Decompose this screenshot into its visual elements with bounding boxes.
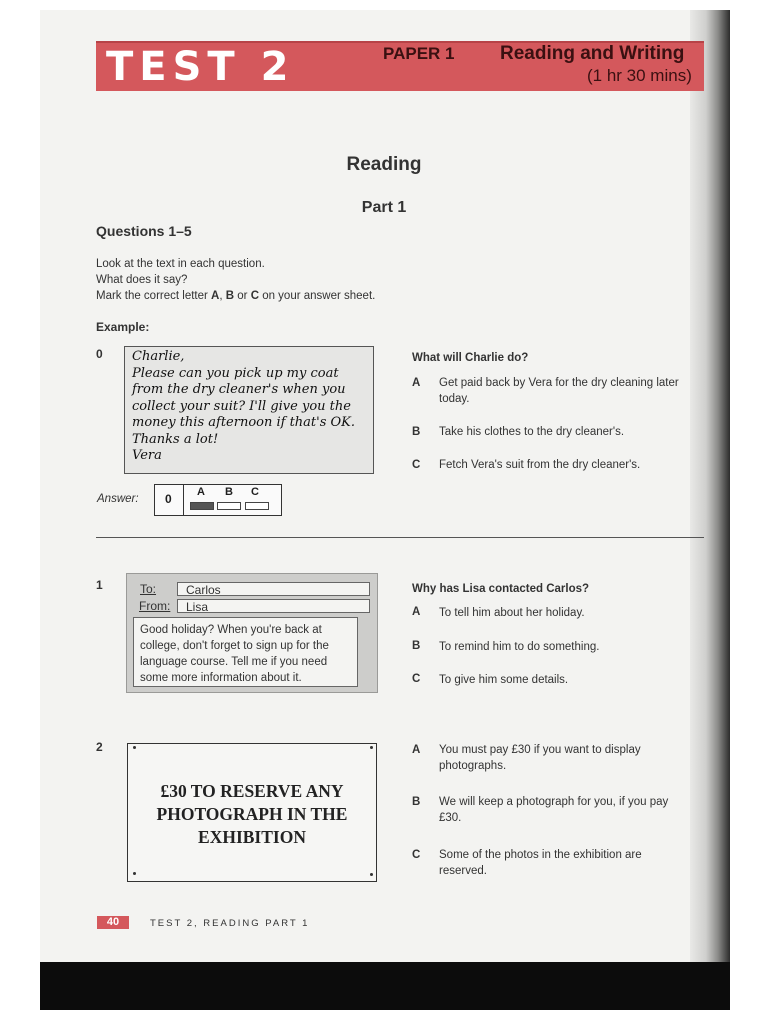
option-text: Some of the photos in the exhibition are reserved. (439, 849, 642, 877)
option-letter: C (412, 673, 421, 685)
option-letter: B (412, 426, 421, 438)
option-letter: C (412, 849, 421, 861)
scan-bottom-edge (40, 962, 730, 1010)
answer-label: Answer: (97, 493, 139, 505)
instruction-text: Mark the correct letter A, B or C on your answer sheet. (96, 290, 376, 302)
question-number: 2 (96, 740, 103, 754)
option-letter: C (412, 459, 421, 471)
divider (96, 537, 704, 538)
option-text: To give him some details. (439, 674, 569, 686)
email-to-label: To: (140, 582, 157, 596)
pin-dot (133, 746, 136, 749)
question-text: Why has Lisa contacted Carlos? (412, 583, 590, 595)
option-text: We will keep a photograph for you, if you pay £30. (439, 796, 669, 824)
instruction-line (96, 290, 375, 302)
option-text: To tell him about her holiday. (439, 607, 585, 619)
email-from-label: From: (139, 599, 171, 613)
sign-text: £30 TO RESERVE ANY PHOTOGRAPH IN THE EXHIBITION (156, 781, 348, 847)
instruction-line: What does it say? (96, 274, 188, 286)
pin-dot (370, 746, 373, 749)
subject-label: Reading and Writing (500, 43, 685, 64)
test-title: TEST 2 (106, 44, 295, 90)
option-letter: B (412, 640, 421, 652)
question-number: 1 (96, 578, 103, 592)
pin-dot (370, 873, 373, 876)
example-label: Example: (96, 320, 150, 334)
option-text: Get paid back by Vera for the dry cleaning later today. (439, 377, 679, 405)
answer-letter: B (225, 486, 233, 498)
answer-grid (154, 484, 282, 516)
email-to-field: Carlos (177, 582, 370, 596)
option-letter: B (412, 796, 421, 808)
answer-number: 0 (165, 492, 172, 506)
option-text: You must pay £30 if you want to display photographs. (439, 744, 641, 772)
email-body: Good holiday? When you're back at college, don't forget to sign up for the language course. Tell me if you need some more information about it. (133, 617, 358, 687)
note-text: Charlie, Please can you pick up my coat from the dry cleaner's when you collect your suit? I'll give you the money this afternoon if that's OK. Thanks a lot! Vera (132, 349, 356, 463)
option-letter: A (412, 606, 421, 618)
email-from-field: Lisa (177, 599, 370, 613)
duration-label: (1 hr 30 mins) (587, 66, 692, 85)
answer-letter: C (251, 486, 259, 498)
answer-bubble-a[interactable] (190, 502, 214, 510)
answer-bubble-b[interactable] (217, 502, 241, 510)
instruction-line: Look at the text in each question. (96, 258, 265, 270)
answer-bubble-c[interactable] (245, 502, 269, 510)
example-number: 0 (96, 347, 103, 361)
paper-label: PAPER 1 (383, 44, 455, 63)
questions-heading: Questions 1–5 (96, 223, 192, 239)
option-text: Fetch Vera's suit from the dry cleaner's. (439, 459, 641, 471)
answer-divider (183, 485, 184, 515)
page-number: 40 (106, 916, 120, 928)
running-title: TEST 2, READING PART 1 (150, 918, 310, 929)
part-title: Part 1 (361, 199, 407, 216)
option-letter: A (412, 377, 421, 389)
option-letter: A (412, 744, 421, 756)
section-title: Reading (346, 154, 422, 175)
option-text: Take his clothes to the dry cleaner's. (439, 426, 625, 438)
example-question: What will Charlie do? (412, 352, 529, 364)
pin-dot (133, 872, 136, 875)
answer-letter: A (197, 486, 205, 498)
option-text: To remind him to do something. (439, 641, 600, 653)
